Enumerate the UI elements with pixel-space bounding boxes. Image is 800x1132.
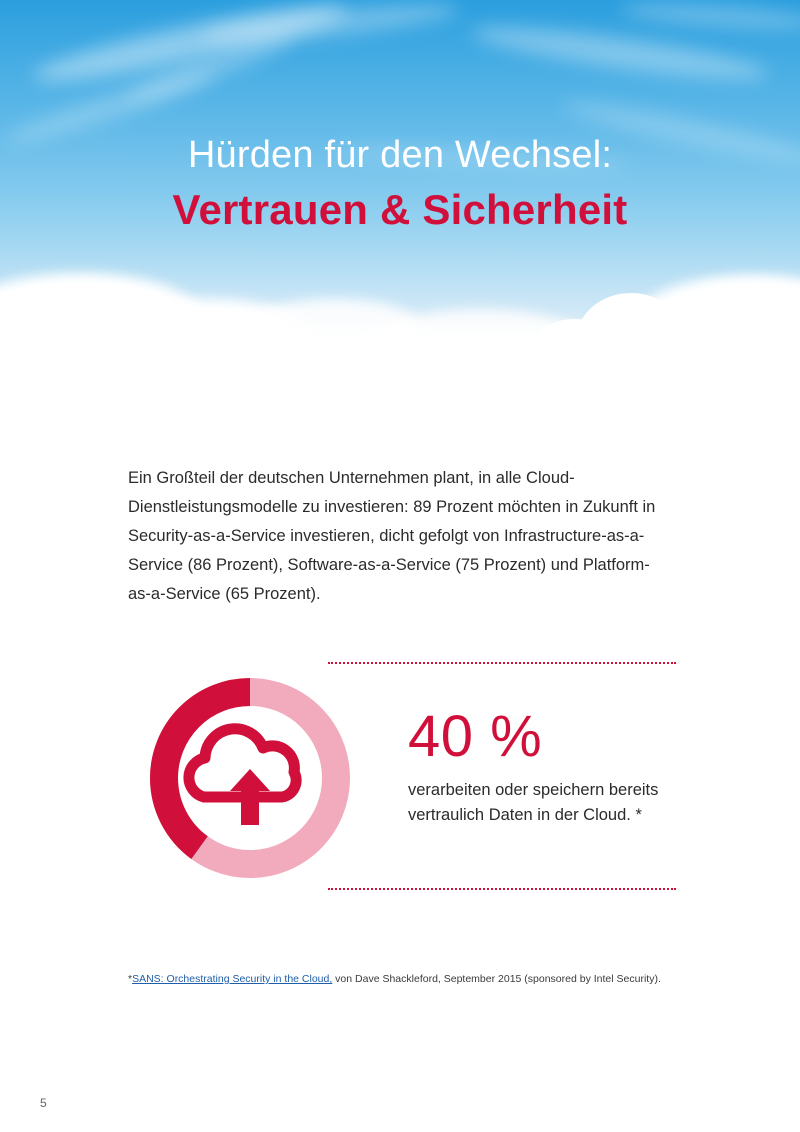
cloud-upload-icon [189, 729, 296, 825]
hero-titles [0, 134, 800, 234]
divider-bottom [328, 888, 676, 890]
stat-block [128, 650, 688, 910]
brand-cloud-shape [530, 293, 720, 385]
hero-title-line1: Hürden für den Wechsel: [187, 134, 613, 176]
footnote-source-link[interactable]: SANS: Orchestrating Security in the Cloud, [132, 973, 333, 985]
stat-text [408, 704, 678, 828]
cumulus-cloud-icon [300, 335, 450, 379]
divider-top [328, 662, 676, 664]
stat-caption: verarbeiten oder speichern bereits vertraulich Daten in der Cloud. * [408, 781, 659, 824]
footnote-rest: von Dave Shackleford, September 2015 (sponsored by Intel Security). [332, 973, 661, 985]
cloud-wisp-icon [620, 0, 800, 33]
cloud-wisp-icon [469, 17, 770, 88]
hero-title-line2: Vertrauen & Sicherheit [172, 185, 628, 233]
stat-value: 40 % [408, 704, 543, 769]
footnote-asterisk: * [128, 973, 133, 985]
page-number: 5 [40, 1096, 47, 1110]
footnote [128, 972, 728, 987]
hero-banner [0, 0, 800, 385]
donut-chart [145, 663, 355, 893]
body-paragraph: Ein Großteil der deutschen Unternehmen plant, in alle Cloud-Dienstleistungsmodelle zu investieren: 89 Prozent möchten in Zukunft in Security-as-a-Service investieren, dicht gefolgt von Infrastructure-as-a-Service (86 Prozent), Software-as-a-Service (75 Prozent) und Platform-as-a-Service (65 Prozent). [128, 468, 656, 603]
